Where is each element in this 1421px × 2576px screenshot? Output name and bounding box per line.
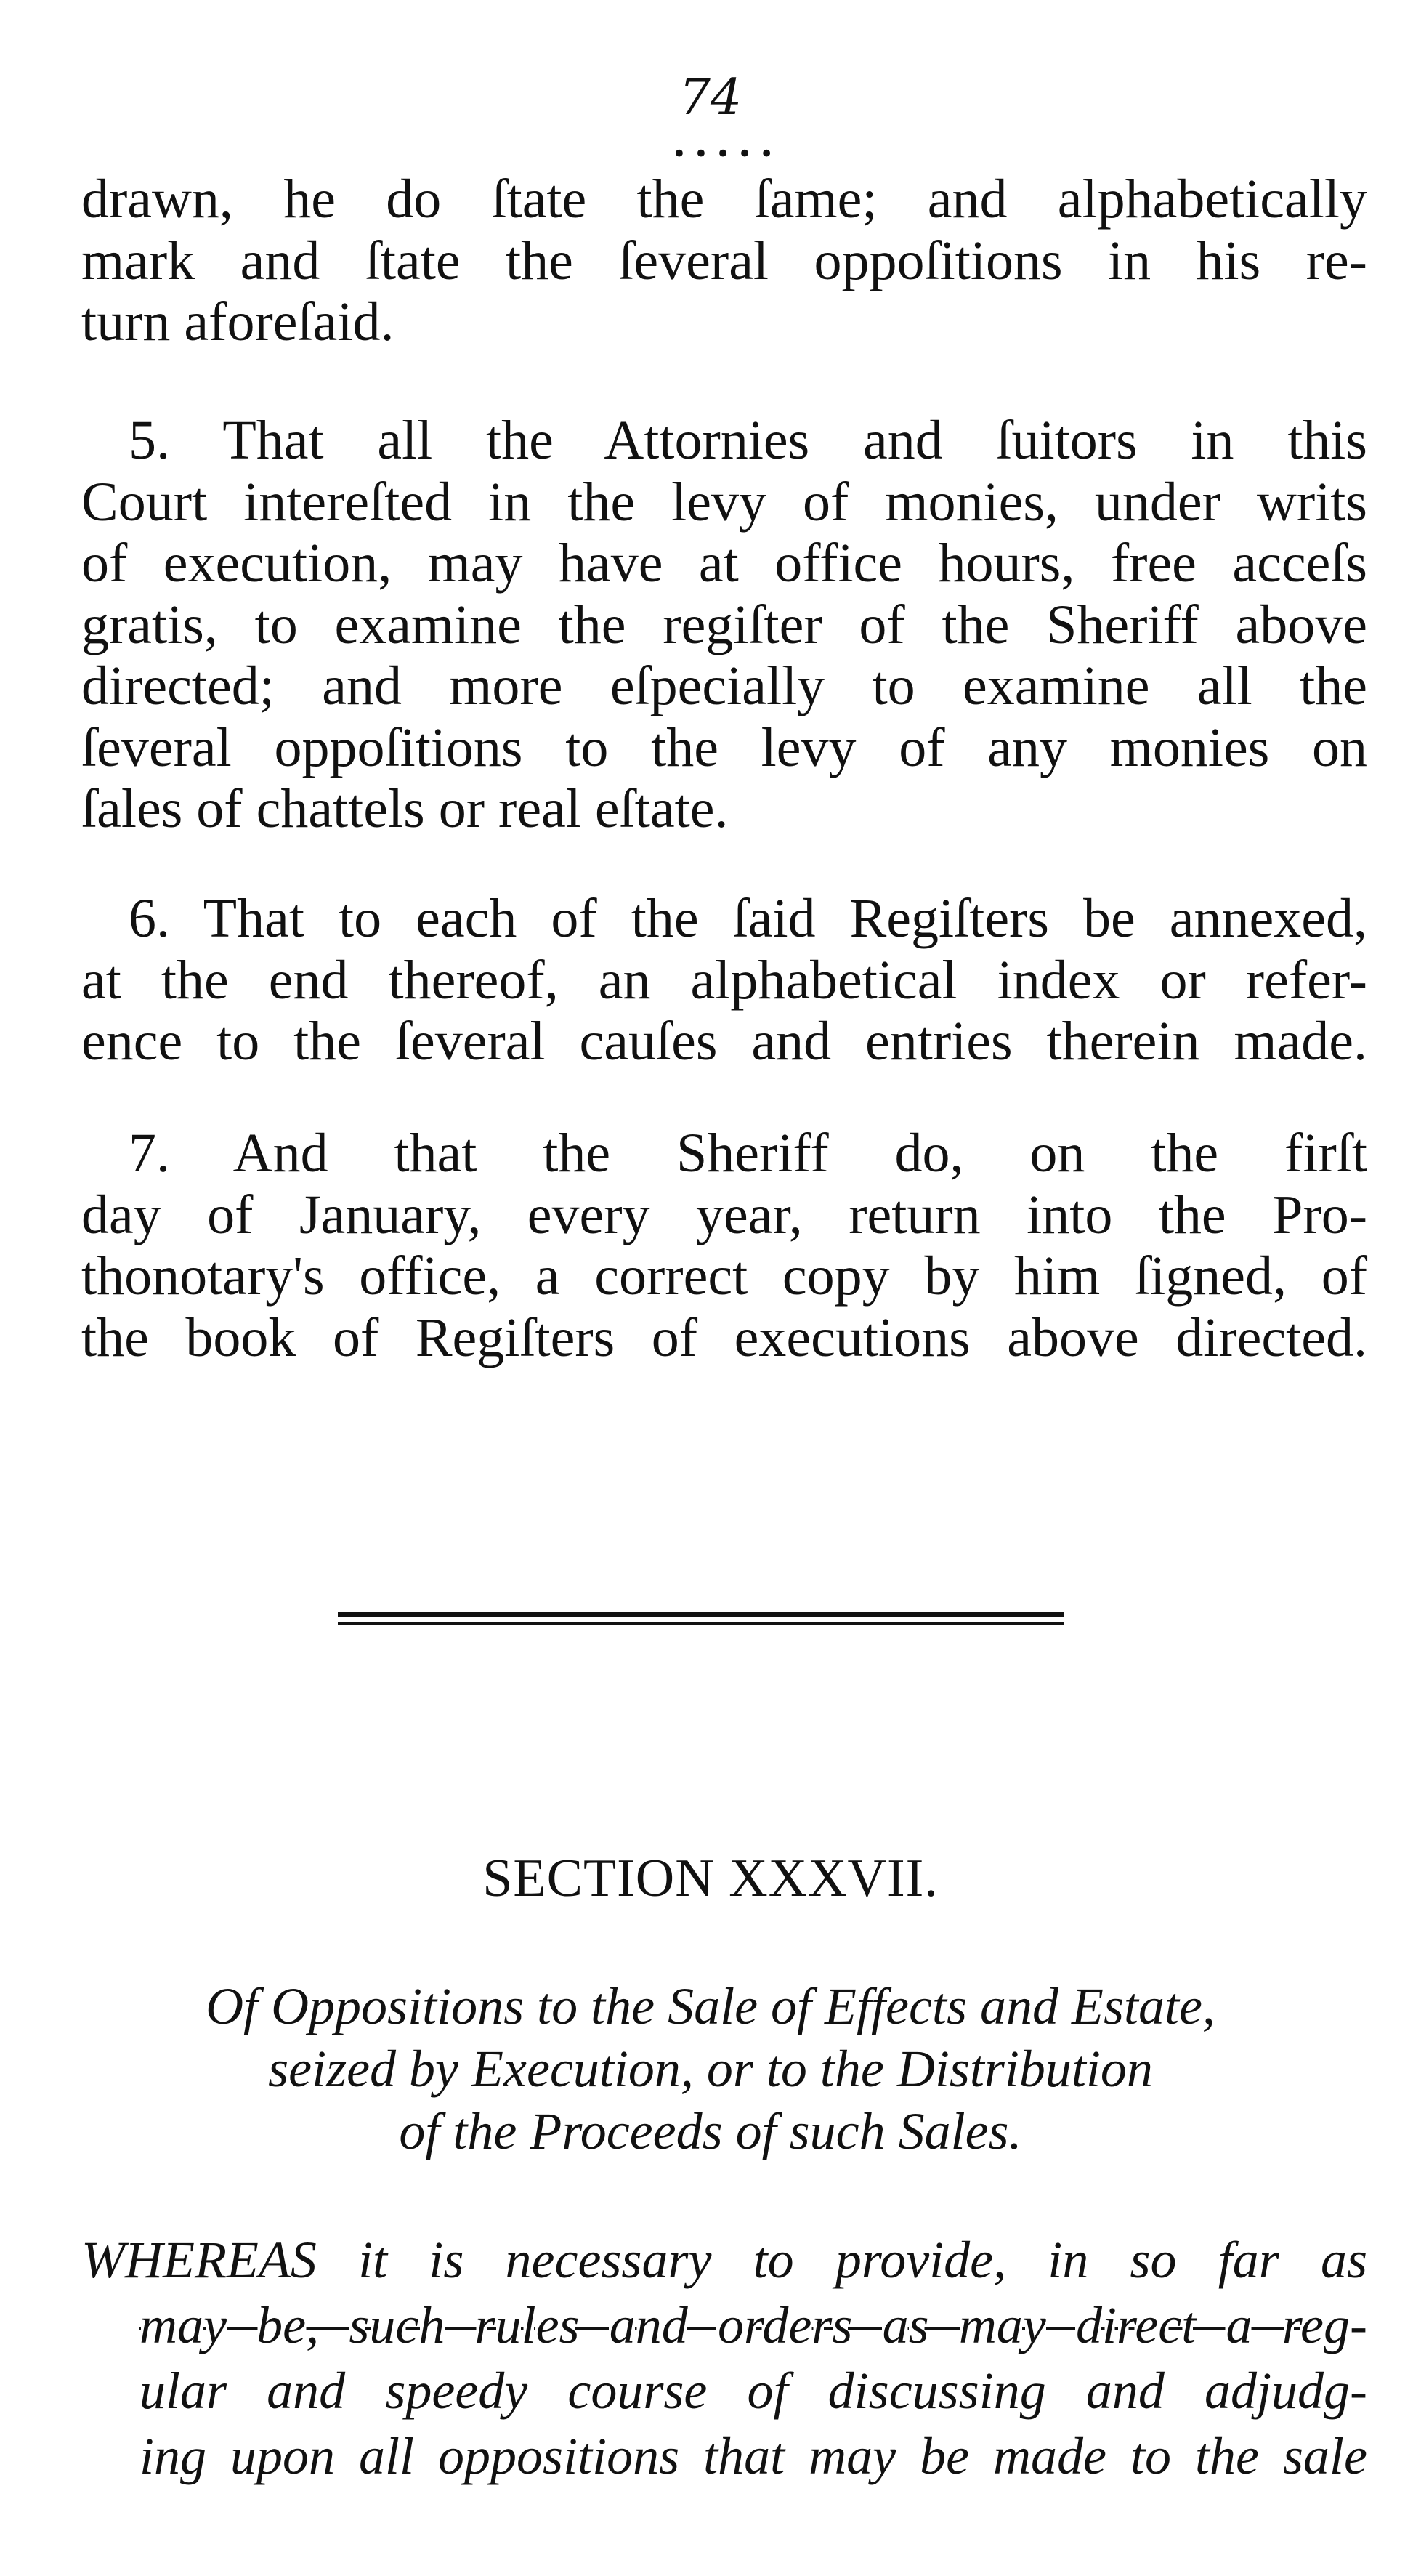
catchword-dots: ••••• bbox=[671, 140, 782, 169]
text-line: gratis, to examine the regiſter of the Sheriff above bbox=[81, 594, 1367, 655]
paragraph-6 bbox=[81, 888, 1367, 1073]
text-line: mark and ſtate the ſeveral oppoſitions in his re- bbox=[81, 230, 1367, 291]
subtitle-line: seized by Execution, or to the Distribution bbox=[268, 2040, 1153, 2098]
text-line: at the end thereof, an alphabetical index or refer- bbox=[81, 949, 1367, 1011]
text-line: ſales of chattels or real eſtate. bbox=[81, 778, 729, 839]
subtitle-line: of the Proceeds of such Sales. bbox=[399, 2102, 1022, 2160]
text-line: ſeveral oppoſitions to the levy of any monies on bbox=[81, 716, 1367, 778]
paragraph-7 bbox=[81, 1123, 1367, 1368]
text-line: the book of Regiſters of executions above directed. bbox=[81, 1307, 1367, 1368]
body-line: ing upon all oppositions that may be made to the sale bbox=[139, 2427, 1367, 2485]
body-line: WHEREAS it is necessary to provide, in so far as bbox=[81, 2231, 1367, 2289]
section-divider-rule-thin bbox=[338, 1622, 1064, 1625]
subtitle-line: Of Oppositions to the Sale of Effects and Estate, bbox=[206, 1977, 1215, 2035]
text-line: turn aforeſaid. bbox=[81, 291, 394, 352]
paragraph-continuation bbox=[81, 169, 1367, 353]
body-line: may be, such rules and orders as may direct a reg- bbox=[139, 2296, 1367, 2354]
section-body bbox=[81, 2227, 1367, 2489]
text-line: drawn, he do ſtate the ſame; and alphabetically bbox=[81, 169, 1367, 230]
text-line: 5. That all the Attornies and ſuitors in this bbox=[129, 410, 1367, 471]
text-line: directed; and more eſpecially to examine all the bbox=[81, 655, 1367, 716]
section-divider-rule bbox=[338, 1612, 1064, 1617]
text-line: ence to the ſeveral cauſes and entries therein made. bbox=[81, 1011, 1367, 1072]
text-line: of execution, may have at office hours, free acceſs bbox=[81, 533, 1367, 594]
text-line: day of January, every year, return into the Pro- bbox=[81, 1184, 1367, 1245]
page-number: 74 bbox=[679, 69, 742, 126]
section-subtitle bbox=[0, 1975, 1421, 2163]
text-line: 7. And that the Sheriff do, on the firſt bbox=[129, 1123, 1367, 1184]
paragraph-5 bbox=[81, 410, 1367, 840]
section-heading: SECTION XXXVII. bbox=[482, 1849, 939, 1908]
text-line: thonotary's office, a correct copy by him ſigned, of bbox=[81, 1245, 1367, 1307]
text-line: Court intereſted in the levy of monies, under writs bbox=[81, 471, 1367, 533]
text-line: 6. That to each of the ſaid Regiſters be annexed, bbox=[129, 888, 1367, 949]
body-line: ular and speedy course of discussing and adjudg- bbox=[139, 2362, 1367, 2420]
